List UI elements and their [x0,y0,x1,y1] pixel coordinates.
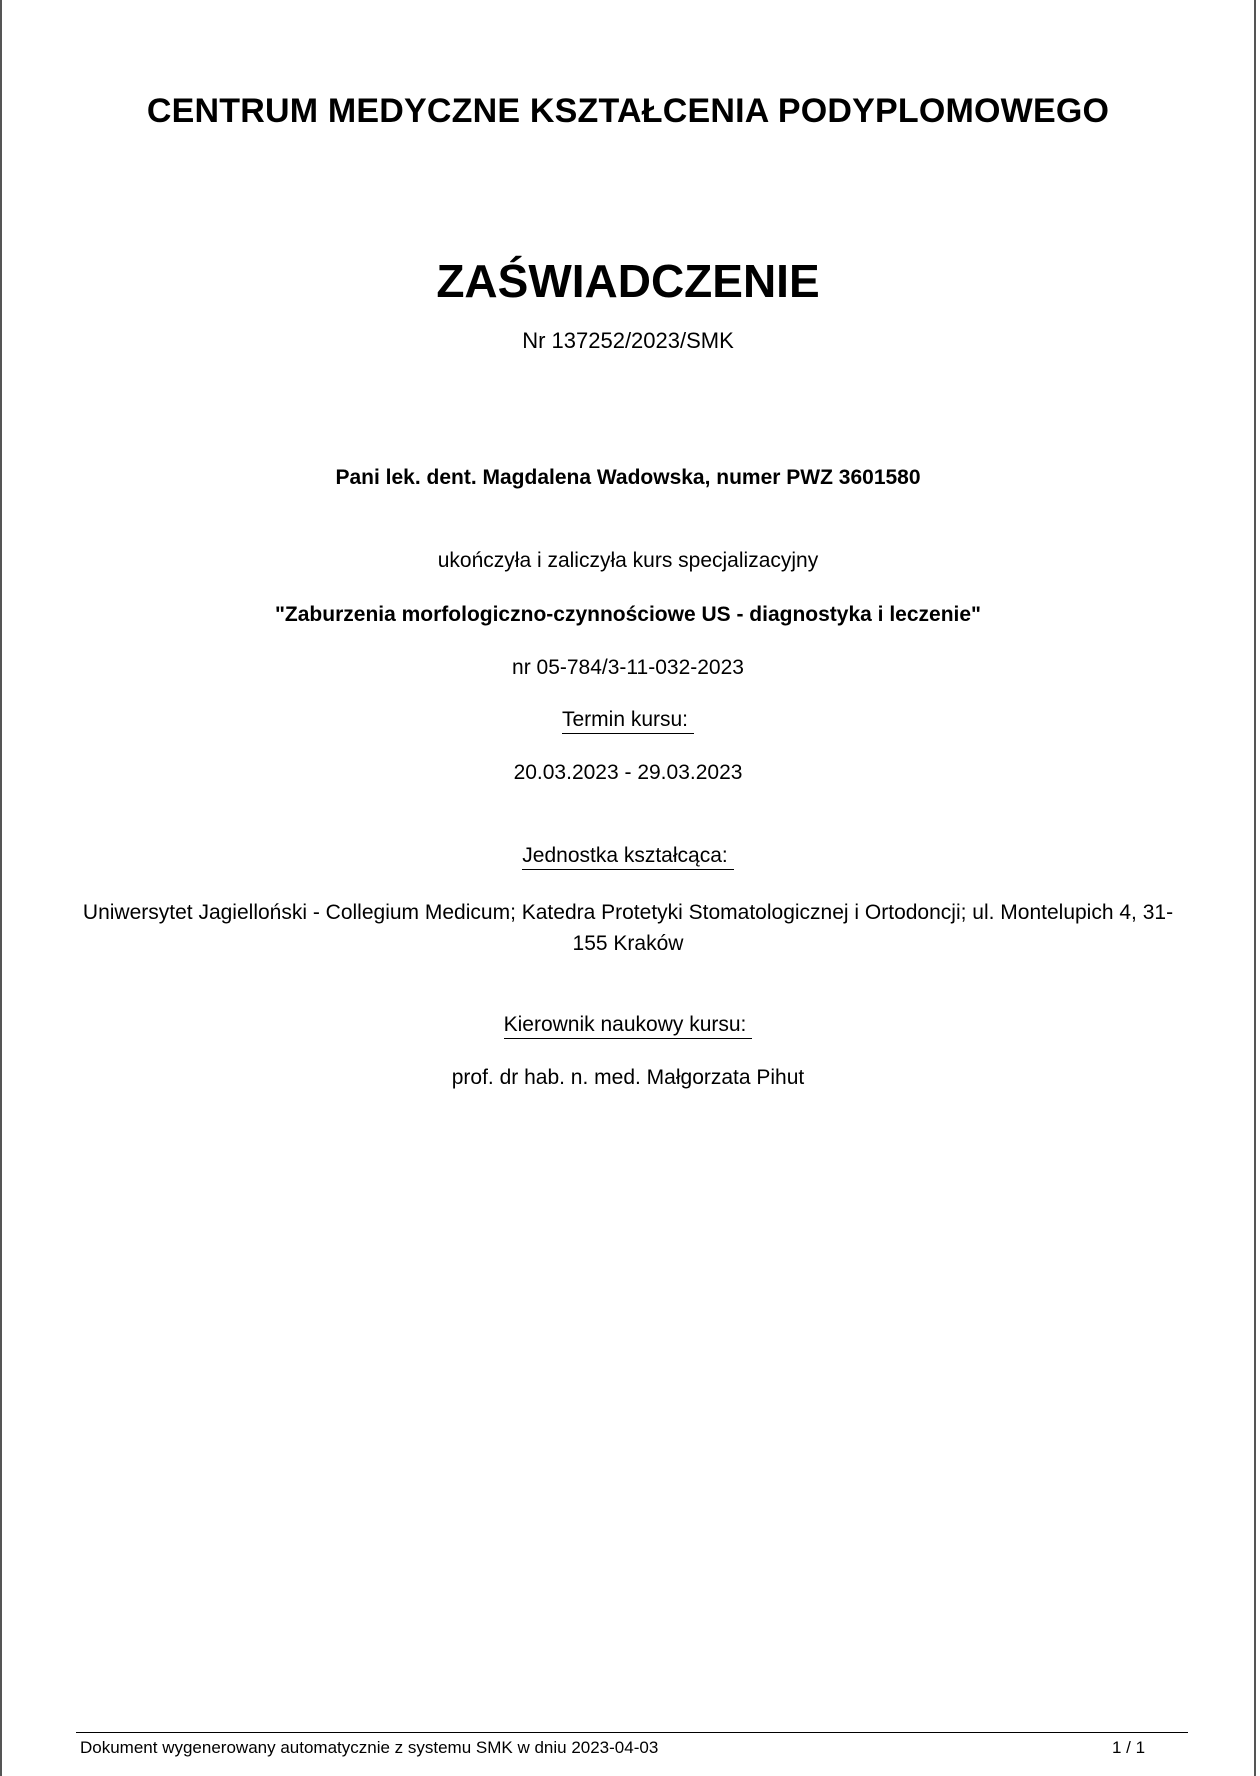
director-label: Kierownik naukowy kursu: [504,1013,753,1039]
institution-name: CENTRUM MEDYCZNE KSZTAŁCENIA PODYPLOMOWEGO [146,92,1110,130]
unit-value: Uniwersytet Jagielloński - Collegium Medicum; Katedra Protetyki Stomatologicznej i Ortodoncji; ul. Montelupich 4, 31-155 Kraków [82,901,1174,955]
director-label-wrapper [2,1013,1254,1039]
unit-label: Jednostka kształcąca: [522,844,733,870]
footer-divider [76,1732,1188,1733]
recipient-line: Pani lek. dent. Magdalena Wadowska, numer PWZ 3601580 [335,466,921,489]
document-number: Nr 137252/2023/SMK [522,328,734,353]
completion-statement: ukończyła i zaliczyła kurs specjalizacyjny [437,549,819,572]
document-title: ZAŚWIADCZENIE [436,255,820,307]
term-label-wrapper [2,708,1254,734]
director-value: prof. dr hab. n. med. Małgorzata Pihut [451,1066,805,1089]
term-label: Termin kursu: [562,708,694,734]
unit-label-wrapper [2,844,1254,870]
course-number: nr 05-784/3-11-032-2023 [512,656,744,679]
course-name: "Zaburzenia morfologiczno-czynnościowe US - diagnostyka i leczenie" [274,603,982,626]
page-indicator: 1 / 1 [1112,1738,1146,1757]
footer-generated-note: Dokument wygenerowany automatycznie z systemu SMK w dniu 2023-04-03 [80,1738,659,1757]
term-dates: 20.03.2023 - 29.03.2023 [513,761,743,784]
